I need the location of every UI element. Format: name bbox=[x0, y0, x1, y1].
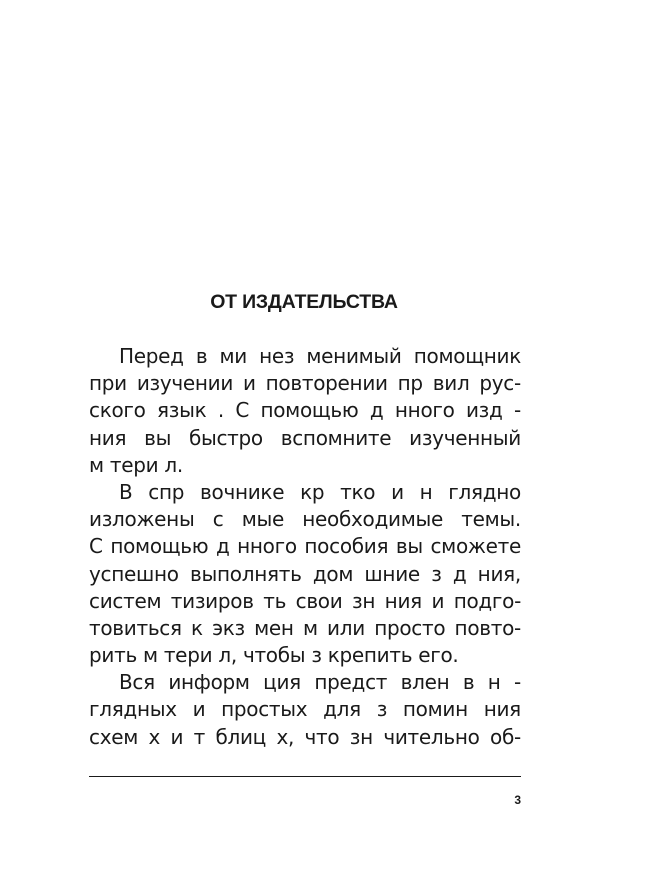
word: изложены bbox=[89, 507, 195, 532]
word: и bbox=[391, 479, 404, 504]
word: для bbox=[323, 697, 361, 722]
word: ния bbox=[89, 425, 127, 450]
word: с bbox=[212, 507, 224, 532]
word: быстро bbox=[188, 425, 263, 450]
word: чительно bbox=[383, 724, 480, 749]
word: зн bbox=[352, 588, 376, 613]
word: мен bbox=[254, 615, 294, 640]
word: что bbox=[304, 724, 340, 749]
word: т bbox=[193, 724, 205, 749]
text-line bbox=[89, 588, 521, 615]
word: С bbox=[235, 398, 249, 423]
text-line bbox=[89, 397, 521, 424]
text-line bbox=[89, 343, 521, 370]
word: кр bbox=[300, 479, 325, 504]
body-text bbox=[89, 343, 521, 751]
word: при bbox=[89, 371, 127, 396]
word: спр bbox=[148, 479, 185, 504]
word: выполнять bbox=[190, 561, 302, 586]
word: об- bbox=[490, 724, 521, 749]
word: х bbox=[148, 724, 161, 749]
word: ского bbox=[89, 398, 146, 423]
word: н bbox=[487, 670, 501, 695]
text-line bbox=[89, 533, 521, 560]
word: в bbox=[462, 670, 475, 695]
word: повто- bbox=[454, 615, 521, 640]
word: з bbox=[431, 561, 442, 586]
word: глядных bbox=[89, 697, 177, 722]
word: мые bbox=[241, 507, 284, 532]
word: помин bbox=[402, 697, 468, 722]
word: . bbox=[217, 398, 224, 423]
word: тизиров bbox=[170, 588, 254, 613]
word: ния bbox=[483, 697, 521, 722]
text-line bbox=[89, 696, 521, 723]
word: и bbox=[431, 588, 445, 613]
word: тко bbox=[340, 479, 376, 504]
word: схем bbox=[89, 724, 139, 749]
word: Вся bbox=[119, 670, 155, 695]
word: необходимые bbox=[302, 507, 443, 532]
word: ния bbox=[384, 588, 422, 613]
word: блиц bbox=[215, 724, 266, 749]
word: шние bbox=[364, 561, 420, 586]
text-line bbox=[89, 370, 521, 397]
text-line bbox=[89, 615, 521, 642]
word: зн bbox=[349, 724, 373, 749]
text-line bbox=[89, 425, 521, 452]
word: язык bbox=[157, 398, 207, 423]
word: рус- bbox=[479, 371, 521, 396]
word: х, bbox=[276, 724, 295, 749]
word: информ bbox=[168, 670, 250, 695]
word: ция bbox=[263, 670, 301, 695]
word: дом bbox=[312, 561, 354, 586]
word: глядно bbox=[448, 479, 521, 504]
word: Перед bbox=[119, 344, 184, 368]
word: изучении bbox=[136, 371, 234, 396]
word: вы bbox=[395, 534, 423, 559]
word: нез bbox=[259, 344, 295, 368]
word: подго- bbox=[453, 588, 521, 613]
word: д bbox=[215, 534, 230, 559]
word: вочнике bbox=[200, 479, 285, 504]
word: С bbox=[89, 534, 103, 559]
word: и bbox=[170, 724, 184, 749]
text-line bbox=[89, 506, 521, 533]
word: помощью bbox=[260, 398, 359, 423]
word: В bbox=[119, 479, 133, 504]
word: з bbox=[376, 697, 388, 722]
word: предст bbox=[314, 670, 388, 695]
word: вы bbox=[144, 425, 172, 450]
word: д bbox=[452, 561, 467, 586]
word: сможете bbox=[430, 534, 521, 559]
word: вил bbox=[432, 371, 470, 396]
text-line bbox=[89, 561, 521, 588]
word: и bbox=[243, 371, 256, 396]
word: свои bbox=[295, 588, 343, 613]
text-line bbox=[89, 724, 521, 751]
word: менимый bbox=[306, 344, 402, 368]
word: помощник bbox=[413, 344, 521, 368]
word: пр bbox=[397, 371, 423, 396]
text-line bbox=[89, 669, 521, 696]
footer-divider bbox=[89, 776, 521, 777]
word: успешно bbox=[89, 561, 179, 586]
word: или bbox=[327, 615, 365, 640]
word: просто bbox=[374, 615, 446, 640]
section-heading: ОТ ИЗДАТЕЛЬСТВА bbox=[210, 291, 398, 313]
word: - bbox=[514, 398, 521, 423]
word: нного bbox=[394, 398, 455, 423]
word: нного bbox=[237, 534, 297, 559]
text-line: м тери л. bbox=[89, 452, 183, 477]
word: систем bbox=[89, 588, 162, 613]
word: д bbox=[369, 398, 384, 423]
word: ми bbox=[219, 344, 247, 368]
word: изученный bbox=[409, 425, 521, 450]
word: простых bbox=[221, 697, 308, 722]
word: - bbox=[514, 670, 521, 695]
word: н bbox=[419, 479, 433, 504]
word: и bbox=[192, 697, 206, 722]
word: помощью bbox=[110, 534, 209, 559]
page-number: 3 bbox=[514, 793, 521, 807]
word: товиться bbox=[89, 615, 182, 640]
word: изд bbox=[465, 398, 503, 423]
word: влен bbox=[400, 670, 450, 695]
word: в bbox=[195, 344, 208, 368]
text-line bbox=[89, 479, 521, 506]
text-line: рить м тери л, чтобы з крепить его. bbox=[89, 643, 459, 668]
word: экз bbox=[212, 615, 245, 640]
word: пособия bbox=[304, 534, 389, 559]
word: повторении bbox=[265, 371, 388, 396]
word: м bbox=[302, 615, 318, 640]
word: ть bbox=[263, 588, 287, 613]
word: темы. bbox=[461, 507, 521, 532]
word: вспомните bbox=[280, 425, 392, 450]
word: к bbox=[191, 615, 203, 640]
word: ния, bbox=[477, 561, 521, 586]
